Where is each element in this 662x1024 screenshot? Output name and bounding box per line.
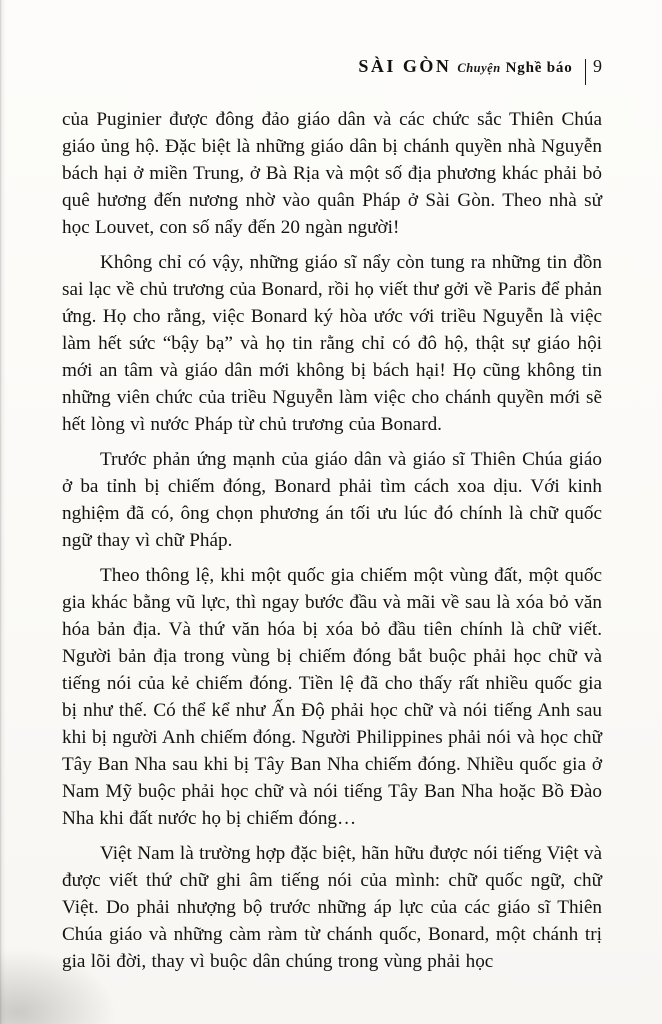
header-divider [585,59,587,85]
paragraph: Việt Nam là trường hợp đặc biệt, hãn hữu được nói tiếng Việt và được viết thứ chữ ghi âm tiếng nói của mình: chữ quốc ngữ, chữ Việt. Do phải nhượng bộ trước những áp lực của các giáo sĩ Thiên Chúa giáo và những càm ràm từ chánh quốc, Bonard, một chánh trị gia lõi đời, thay vì buộc dân chúng trong vùng phải học [62,843,602,972]
book-title-script: Chuyện [457,61,501,75]
running-header [358,56,602,82]
paragraph: Không chỉ có vậy, những giáo sĩ nẩy còn tung ra những tin đồn sai lạc về chủ trương của Bonard, rồi họ viết thư gởi về Paris để phản ứng. Họ cho rằng, việc Bonard ký hòa ước với triều Nguyễn là việc làm hết sức “bậy bạ” và họ tin rằng chỉ có đô hộ, thật sự giáo hội mới an tâm và giáo dân mới không bị bách hại! Họ cũng không tin những viên chức của triều Nguyễn làm việc cho chánh quyền mới sẽ hết lòng vì nước Pháp từ chủ trương của Bonard. [62,252,602,435]
paragraph: Theo thông lệ, khi một quốc gia chiếm một vùng đất, một quốc gia khác bằng vũ lực, thì ngay bước đầu và mãi về sau là xóa bỏ văn hóa bản địa. Và thứ văn hóa bị xóa bỏ đầu tiên chính là chữ viết. Người bản địa trong vùng bị chiếm đóng bắt buộc phải học chữ và tiếng nói của kẻ chiếm đóng. Tiền lệ đã cho thấy rất nhiều quốc gia bị như thế. Có thể kể như Ấn Độ phải học chữ và nói tiếng Anh sau khi bị người Anh chiếm đóng. Người Philippines phải nói và học chữ Tây Ban Nha sau khi bị Tây Ban Nha chiếm đóng. Nhiều quốc gia ở Nam Mỹ buộc phải học chữ và nói tiếng Tây Ban Nha hoặc Bồ Đào Nha khi đất nước họ bị chiếm đóng… [62,565,602,829]
book-title-sub: Nghề báo [505,60,573,76]
paragraph: của Puginier được đông đảo giáo dân và các chức sắc Thiên Chúa giáo ủng hộ. Đặc biệt là những giáo dân bị chánh quyền nhà Nguyễn bách hại ở miền Trung, ở Bà Rịa và một số địa phương khác phải bỏ quê hương đến nương nhờ vào quân Pháp ở Sài Gòn. Theo nhà sử học Louvet, con số nẩy đến 20 ngàn người! [62,109,602,238]
paragraph: Trước phản ứng mạnh của giáo dân và giáo sĩ Thiên Chúa giáo ở ba tỉnh bị chiếm đóng, Bonard phải tìm cách xoa dịu. Với kinh nghiệm đã có, ông chọn phương án tối ưu lúc đó chính là chữ quốc ngữ thay vì chữ Pháp. [62,449,602,551]
page-body [62,106,602,983]
book-title-main: SÀI GÒN [358,56,452,76]
page-number: 9 [593,56,602,76]
